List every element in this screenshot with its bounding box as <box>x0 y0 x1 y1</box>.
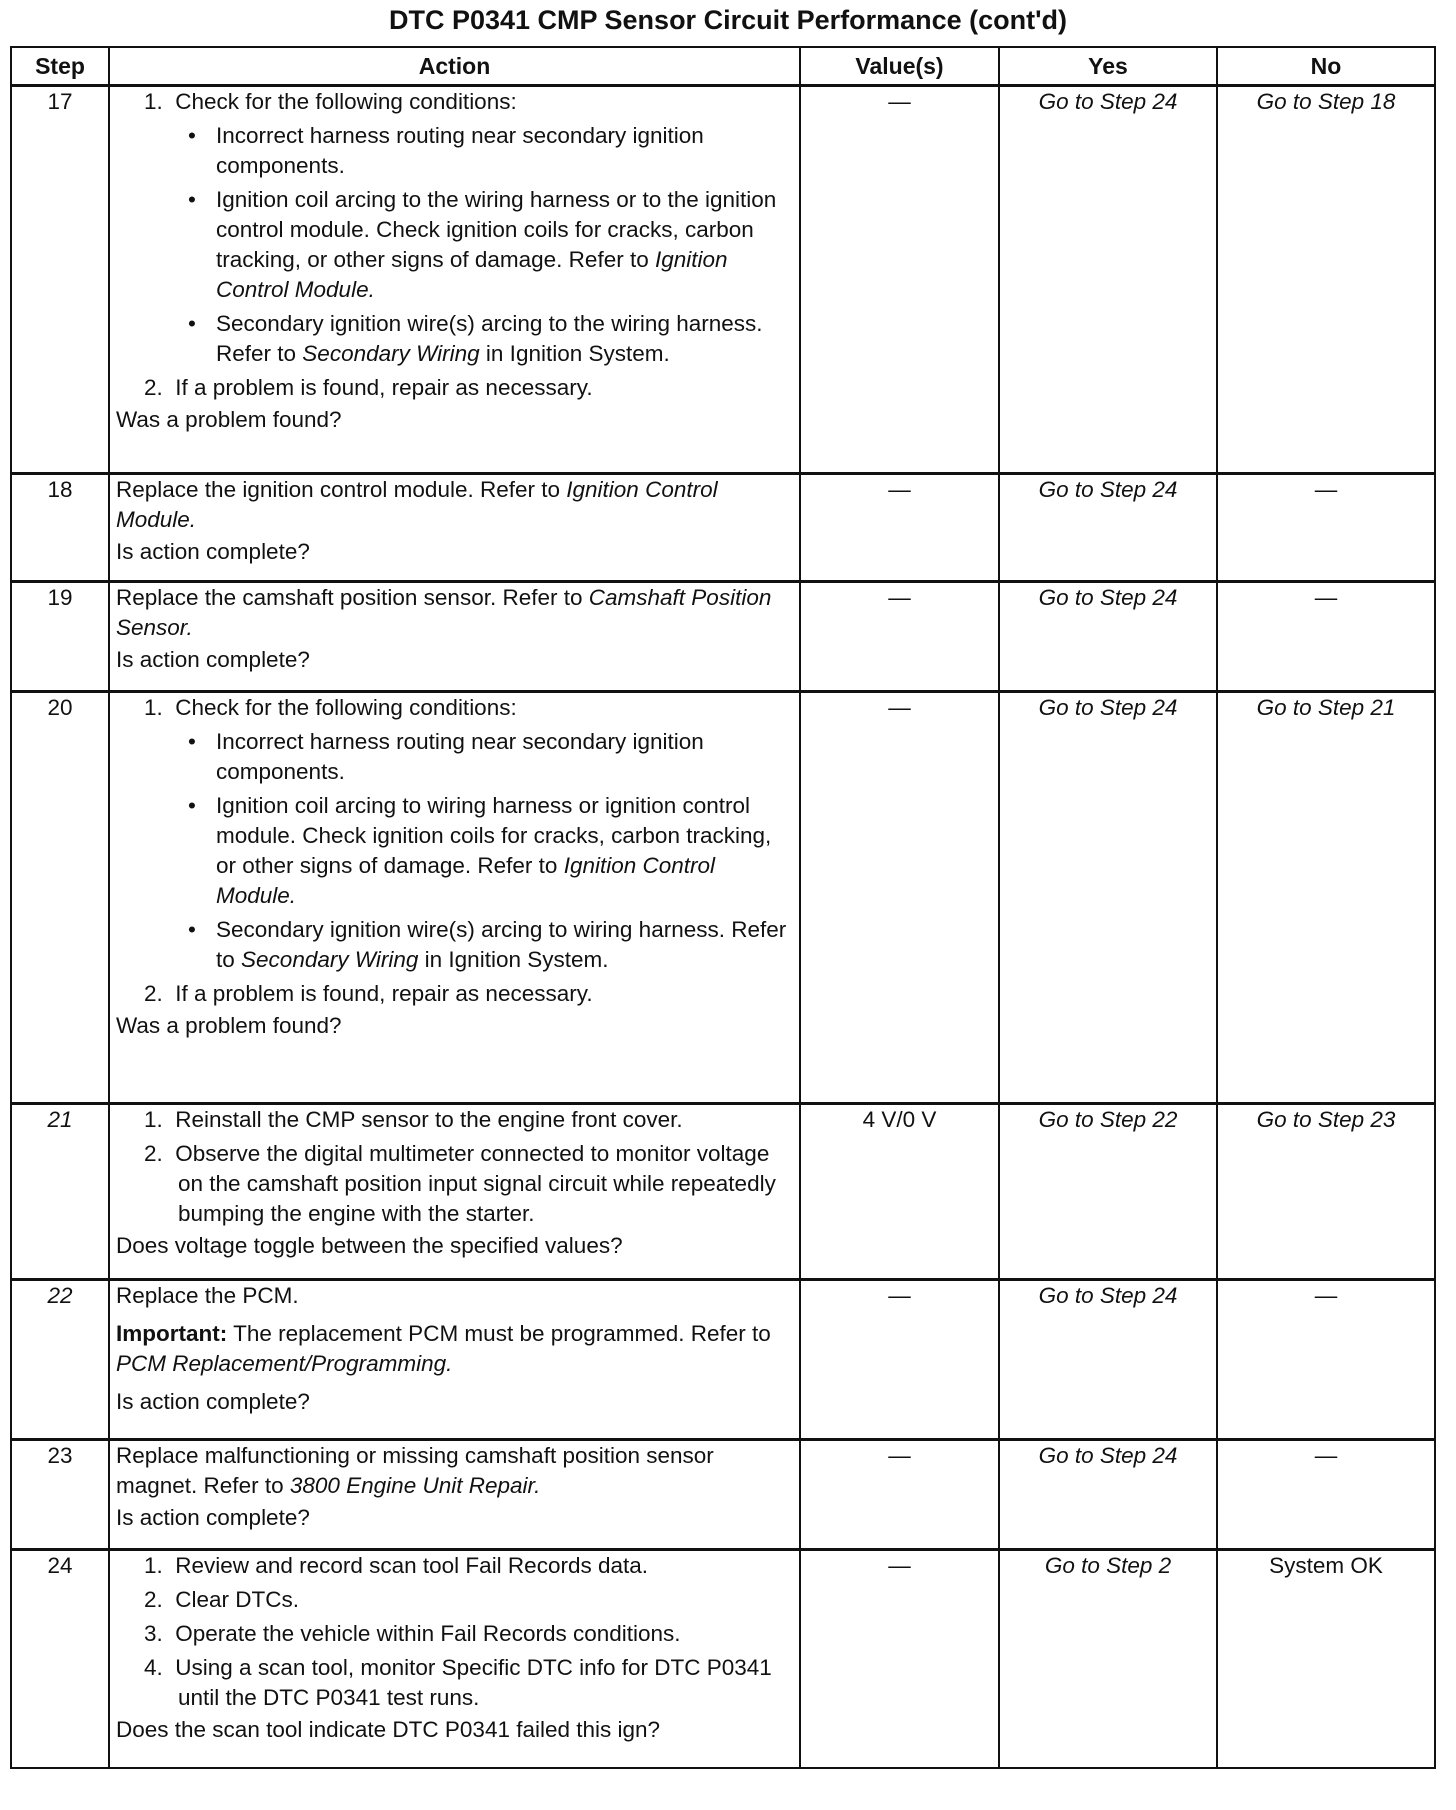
value-cell: — <box>800 1280 999 1440</box>
yes-cell: Go to Step 22 <box>999 1104 1217 1280</box>
numbered-step: 2. Observe the digital multimeter connected to monitor voltage on the camshaft position input signal circuit while repeatedly bumping the engine with the starter. <box>144 1141 776 1226</box>
numbered-step: 1. Review and record scan tool Fail Records data. <box>144 1553 649 1578</box>
question: Is action complete? <box>116 539 310 564</box>
table-row <box>11 1104 1435 1280</box>
header-yes: Yes <box>999 47 1217 86</box>
value-cell: — <box>800 474 999 582</box>
table-row <box>11 86 1435 474</box>
table-row <box>11 692 1435 1104</box>
reference-link: 3800 Engine Unit Repair. <box>289 1473 541 1498</box>
action-cell <box>109 1440 800 1550</box>
action-text: Replace the ignition control module. Refer to Ignition Control Module. <box>116 477 718 532</box>
page-title: DTC P0341 CMP Sensor Circuit Performance (cont'd) <box>388 5 1068 35</box>
bullet-item: • Secondary ignition wire(s) arcing to the wiring harness. Refer to Secondary Wiring in Ignition System. <box>188 311 763 366</box>
numbered-step: 1. Reinstall the CMP sensor to the engine front cover. <box>144 1107 683 1132</box>
no-cell: Go to Step 18 <box>1217 86 1435 474</box>
action-cell <box>109 1104 800 1280</box>
table-header-row <box>11 47 1435 86</box>
reference-link: Ignition Control Module. <box>116 477 718 532</box>
table-row <box>11 582 1435 692</box>
question: Was a problem found? <box>116 407 342 432</box>
step-number: 18 <box>11 474 109 582</box>
reference-link: Camshaft Position Sensor. <box>116 585 772 640</box>
header-action: Action <box>109 47 800 86</box>
question: Is action complete? <box>116 647 310 672</box>
header-step: Step <box>11 47 109 86</box>
question: Was a problem found? <box>116 1013 342 1038</box>
no-cell: — <box>1217 1280 1435 1440</box>
action-cell <box>109 582 800 692</box>
action-cell <box>109 474 800 582</box>
bullet-item: • Secondary ignition wire(s) arcing to wiring harness. Refer to Secondary Wiring in Ignition System. <box>188 917 787 972</box>
value-cell: — <box>800 692 999 1104</box>
yes-cell: Go to Step 24 <box>999 692 1217 1104</box>
action-cell <box>109 692 800 1104</box>
yes-cell: Go to Step 24 <box>999 1280 1217 1440</box>
numbered-step: 2. Clear DTCs. <box>144 1587 300 1612</box>
step-number: 21 <box>11 1104 109 1280</box>
bullet-item: • Incorrect harness routing near secondary ignition components. <box>188 729 704 784</box>
table-row <box>11 1280 1435 1440</box>
table-row <box>11 1550 1435 1768</box>
no-cell: — <box>1217 1440 1435 1550</box>
action-cell <box>109 86 800 474</box>
reference-link: Ignition Control Module. <box>216 247 728 302</box>
step-number: 19 <box>11 582 109 692</box>
action-text: Replace the PCM. <box>116 1283 299 1308</box>
table-row <box>11 1440 1435 1550</box>
question: Is action complete? <box>116 1389 310 1414</box>
value-cell: 4 V/0 V <box>800 1104 999 1280</box>
reference-link: Ignition Control Module. <box>216 853 716 908</box>
no-cell: Go to Step 23 <box>1217 1104 1435 1280</box>
question: Does voltage toggle between the specified values? <box>116 1233 623 1258</box>
no-cell: — <box>1217 474 1435 582</box>
header-values: Value(s) <box>800 47 999 86</box>
value-cell: — <box>800 582 999 692</box>
no-cell: — <box>1217 582 1435 692</box>
no-cell: System OK <box>1217 1550 1435 1768</box>
reference-link: PCM Replacement/Programming. <box>116 1351 453 1376</box>
question: Is action complete? <box>116 1505 310 1530</box>
numbered-step: 2. If a problem is found, repair as necessary. <box>144 375 593 400</box>
reference-link: Secondary Wiring <box>241 947 419 972</box>
reference-link: Secondary Wiring <box>302 341 480 366</box>
bullet-item: • Ignition coil arcing to the wiring harness or to the ignition control module. Check ignition coils for cracks, carbon tracking, or other signs of damage. Refer to Ignition Control Module. <box>188 187 777 302</box>
numbered-step: 2. If a problem is found, repair as necessary. <box>144 981 593 1006</box>
yes-cell: Go to Step 24 <box>999 1440 1217 1550</box>
header-no: No <box>1217 47 1435 86</box>
bullet-item: • Ignition coil arcing to wiring harness or ignition control module. Check ignition coils for cracks, carbon tracking, or other signs of damage. Refer to Ignition Control Module. <box>188 793 772 908</box>
table-row <box>11 474 1435 582</box>
diagnostic-table <box>10 46 1436 1769</box>
value-cell: — <box>800 1550 999 1768</box>
step-number: 20 <box>11 692 109 1104</box>
action-text: Replace malfunctioning or missing camshaft position sensor magnet. Refer to 3800 Engine Unit Repair. <box>116 1443 714 1498</box>
step-number: 23 <box>11 1440 109 1550</box>
numbered-step: 3. Operate the vehicle within Fail Records conditions. <box>144 1621 681 1646</box>
action-text: Replace the camshaft position sensor. Refer to Camshaft Position Sensor. <box>116 585 772 640</box>
yes-cell: Go to Step 2 <box>999 1550 1217 1768</box>
step-number: 24 <box>11 1550 109 1768</box>
yes-cell: Go to Step 24 <box>999 582 1217 692</box>
yes-cell: Go to Step 24 <box>999 474 1217 582</box>
important-label: Important: <box>116 1321 228 1346</box>
value-cell: — <box>800 1440 999 1550</box>
step-number: 22 <box>11 1280 109 1440</box>
numbered-step: 1. Check for the following conditions: <box>144 89 517 114</box>
bullet-item: • Incorrect harness routing near secondary ignition components. <box>188 123 704 178</box>
step-number: 17 <box>11 86 109 474</box>
important-note: Important: The replacement PCM must be programmed. Refer to PCM Replacement/Programming. <box>116 1321 771 1376</box>
question: Does the scan tool indicate DTC P0341 failed this ign? <box>116 1717 661 1742</box>
action-cell <box>109 1550 800 1768</box>
no-cell: Go to Step 21 <box>1217 692 1435 1104</box>
action-cell <box>109 1280 800 1440</box>
numbered-step: 1. Check for the following conditions: <box>144 695 517 720</box>
yes-cell: Go to Step 24 <box>999 86 1217 474</box>
value-cell: — <box>800 86 999 474</box>
numbered-step: 4. Using a scan tool, monitor Specific DTC info for DTC P0341 until the DTC P0341 test runs. <box>144 1655 772 1710</box>
